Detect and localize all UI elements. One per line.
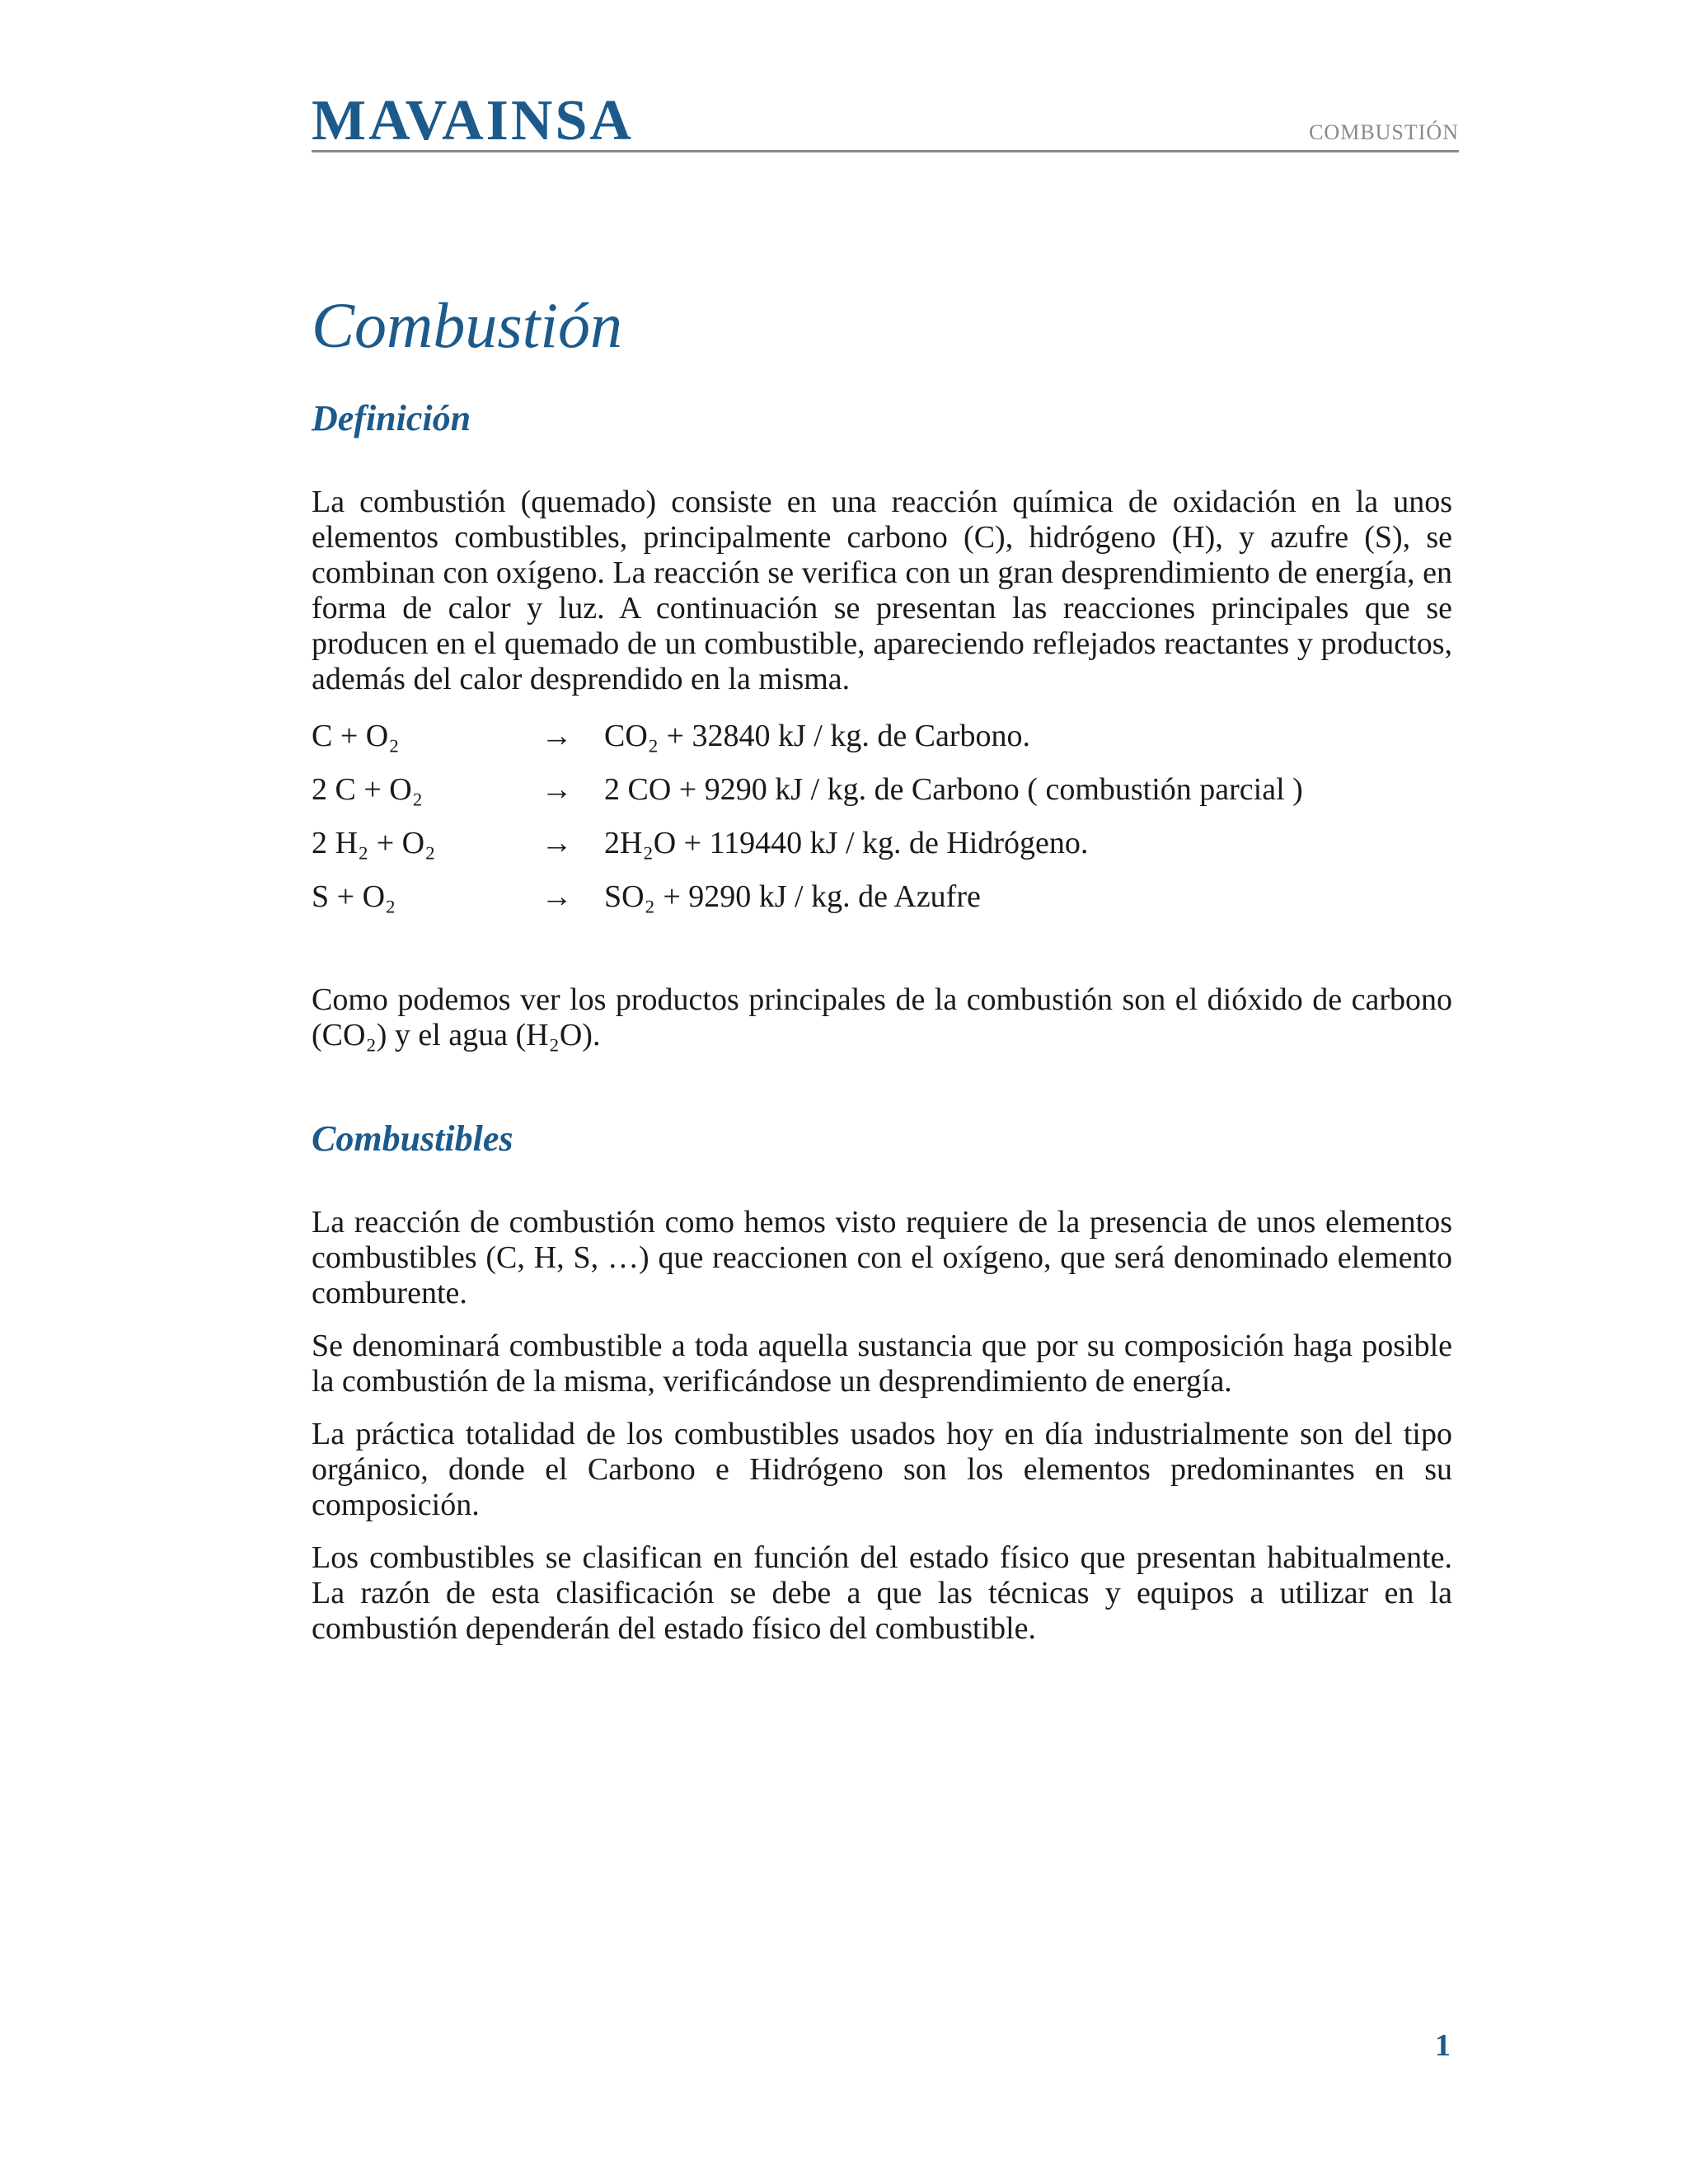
reaction-arrow: →: [541, 825, 573, 860]
page-number: 1: [1435, 2028, 1451, 2063]
combustibles-paragraph: Se denominará combustible a toda aquella sustancia que por su composición haga posible la combustión de la misma, verificándose un desprendimiento de energía.: [312, 1329, 1452, 1399]
reaction-arrow: →: [541, 879, 573, 914]
reaction-row: [312, 762, 1452, 816]
combustibles-paragraph: La reacción de combustión como hemos visto requiere de la presencia de unos elementos combustibles (C, H, S, …) que reaccionen con el oxígeno, que será denominado elemento comburente.: [312, 1205, 1452, 1310]
reaction-products: CO₂ + 32840 kJ / kg. de Carbono.: [604, 718, 1031, 753]
reaction-arrow: →: [541, 771, 573, 807]
reaction-reactants: C + O₂: [312, 718, 400, 753]
running-header-section: COMBUSTIÓN: [1309, 120, 1459, 144]
combustibles-paragraph: La práctica totalidad de los combustibles usados hoy en día industrialmente son del tipo orgánico, donde el Carbono e Hidrógeno son los elementos predominantes en su composición.: [312, 1417, 1452, 1522]
reaction-reactants: 2 H₂ + O₂: [312, 825, 436, 860]
page-content: [312, 280, 1452, 1647]
reaction-products: 2 CO + 9290 kJ / kg. de Carbono ( combustión parcial ): [604, 771, 1303, 807]
mavainsa-logo: MAVAINSA: [312, 89, 634, 152]
reaction-reactants: 2 C + O₂: [312, 771, 423, 807]
combustibles-paragraph: Los combustibles se clasifican en función del estado físico que presentan habitualmente. La razón de esta clasificación se debe a que las técnicas y equipos a utilizar en la combustión dependerán del estado físico del combustible.: [312, 1540, 1452, 1646]
reaction-products: 2H₂O + 119440 kJ / kg. de Hidrógeno.: [604, 825, 1089, 860]
heading-combustibles: Combustibles: [312, 1118, 513, 1159]
reaction-reactants: S + O₂: [312, 879, 396, 914]
page-header: [312, 89, 1459, 152]
reaction-row: [312, 816, 1452, 869]
products-paragraph: Como podemos ver los productos principales de la combustión son el dióxido de carbono (CO₂) y el agua (H₂O).: [312, 982, 1452, 1052]
reaction-row: [312, 709, 1452, 762]
reaction-row: [312, 869, 1452, 923]
definicion-paragraph: La combustión (quemado) consiste en una reacción química de oxidación en la unos elementos combustibles, principalmente carbono (C), hidrógeno (H), y azufre (S), se combinan con oxígeno. La reacción se verifica con un gran desprendimiento de energía, en forma de calor y luz. A continuación se presentan las reacciones principales que se producen en el quemado de un combustible, apareciendo reflejados reactantes y productos, además del calor desprendido en la misma.: [312, 485, 1452, 696]
reactions-table: [312, 709, 1452, 923]
heading-definicion: Definición: [312, 398, 471, 438]
reaction-arrow: →: [541, 718, 573, 753]
page-title: Combustión: [312, 289, 623, 361]
reaction-products: SO₂ + 9290 kJ / kg. de Azufre: [604, 879, 981, 914]
